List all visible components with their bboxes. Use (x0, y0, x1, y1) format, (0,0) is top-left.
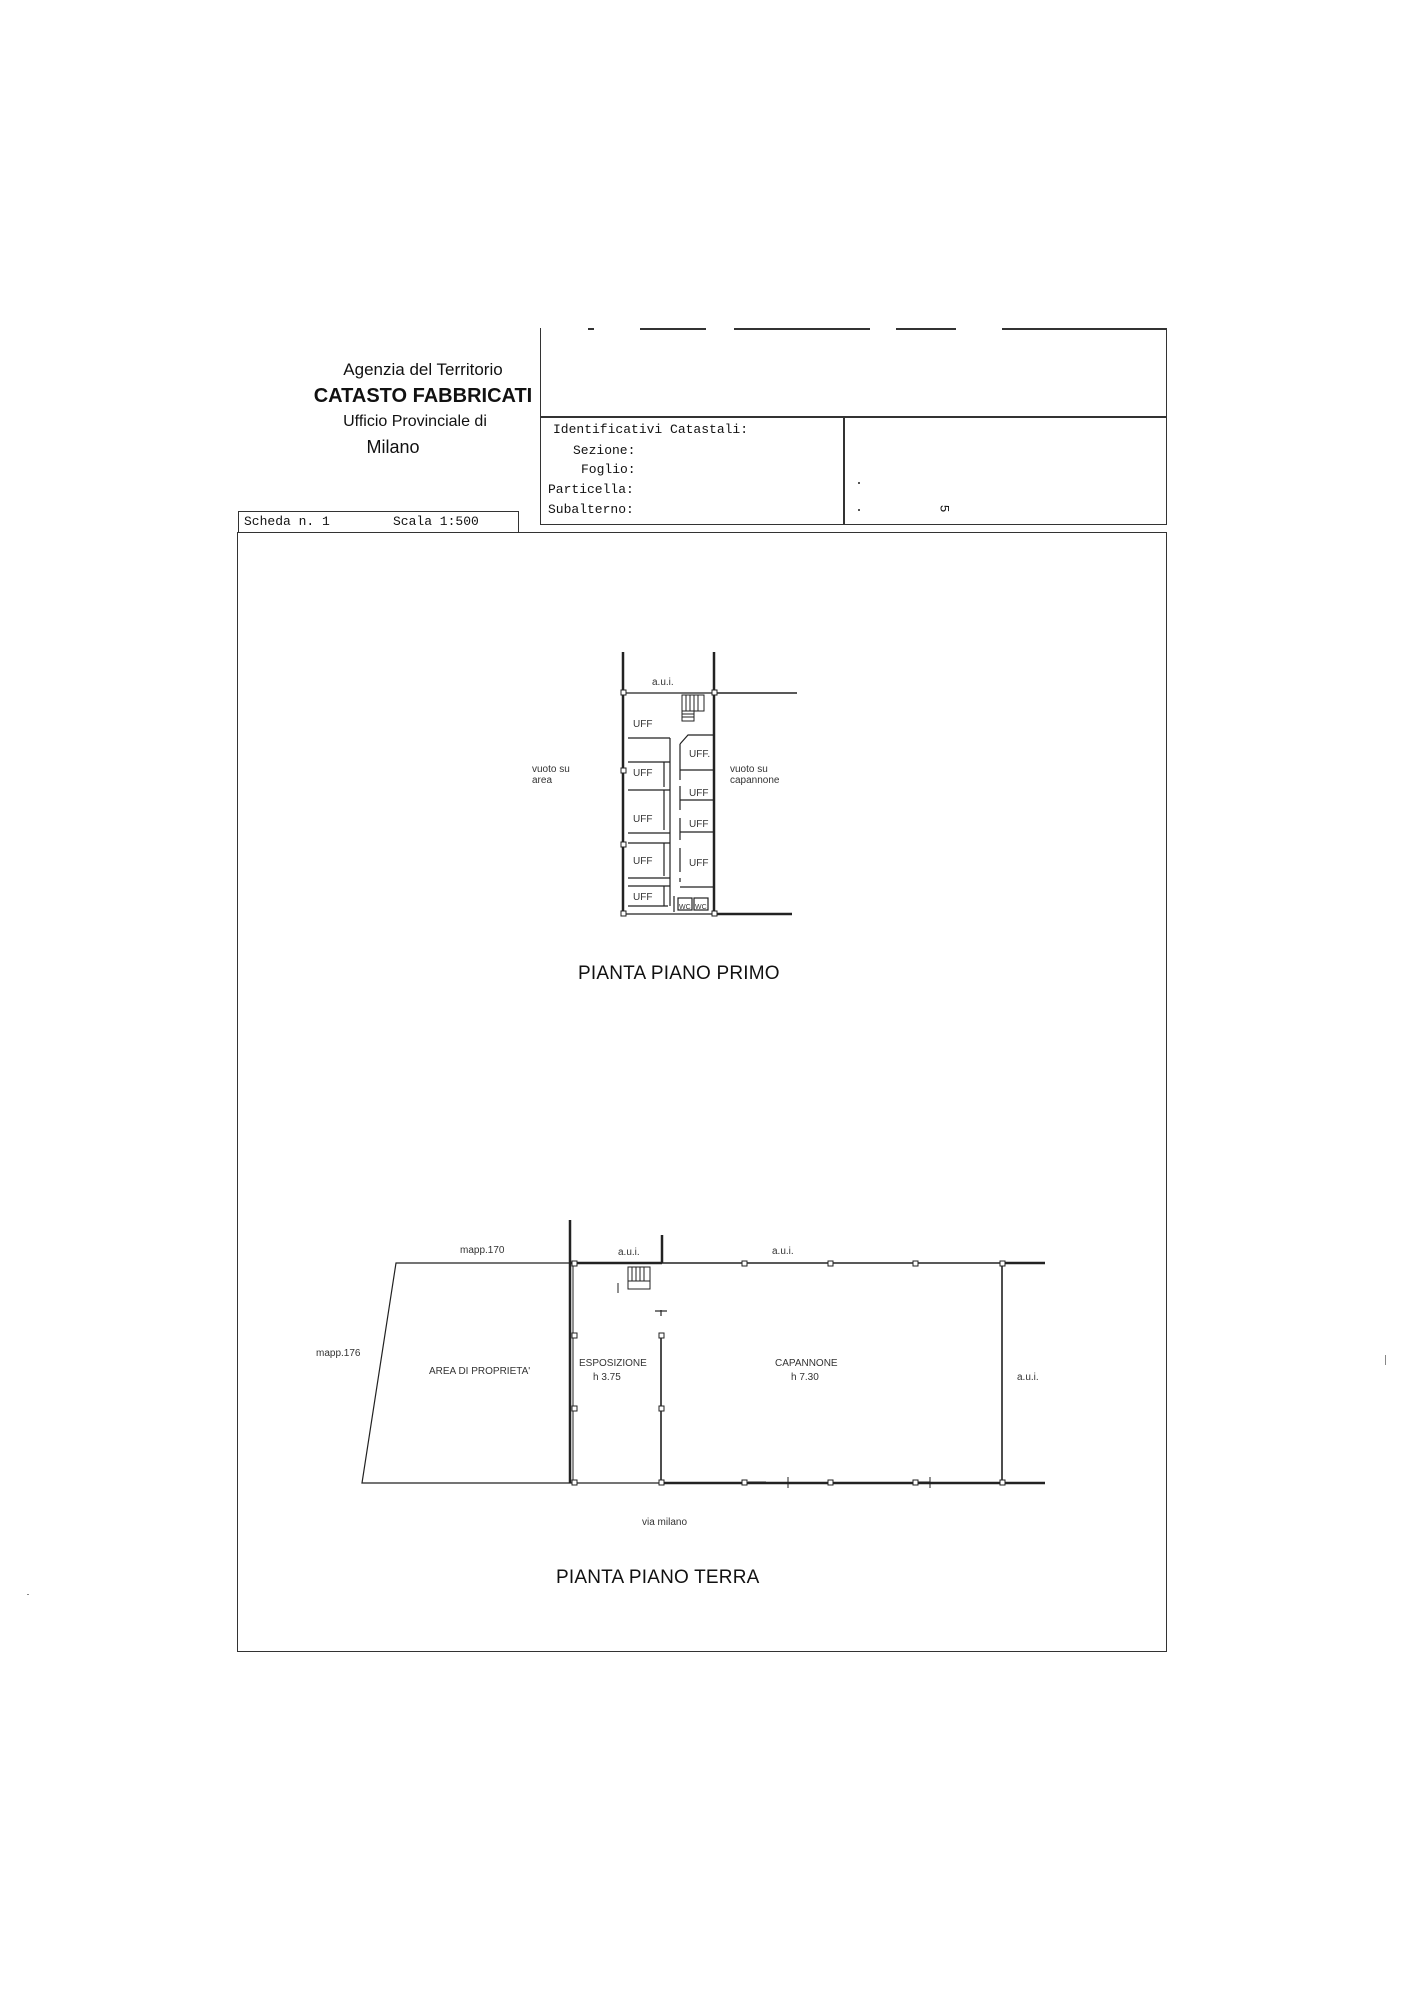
subalterno-label: Subalterno: (548, 502, 634, 517)
scheda-label: Scheda n. 1 (244, 514, 330, 529)
wc-label: WC (679, 904, 691, 911)
esposizione-height: h 3.75 (593, 1372, 621, 1383)
office-label: UFF (689, 819, 709, 830)
stray-mark (27, 1594, 29, 1595)
sezione-label: Sezione: (573, 443, 636, 458)
stray-mark (1382, 1355, 1386, 1365)
capannone-label: CAPANNONE (775, 1358, 838, 1369)
mapp170-label: mapp.170 (460, 1245, 505, 1256)
office-label: UFF (633, 892, 653, 903)
ground-aui-label: a.u.i. (618, 1247, 640, 1258)
scala-label: Scala 1:500 (393, 514, 479, 529)
office-label: UFF (689, 858, 709, 869)
office-label: UFF (633, 719, 653, 730)
catasto-title: CATASTO FABBRICATI (313, 385, 533, 407)
street-label: via milano (642, 1517, 688, 1528)
office-label: UFF. (689, 749, 711, 760)
ufficio-label: Ufficio Provinciale di (343, 413, 487, 430)
foglio-label: Foglio: (581, 462, 636, 477)
first-floor-title: PIANTA PIANO PRIMO (578, 963, 780, 984)
office-label: UFF (633, 768, 653, 779)
void-area-label-2: area (532, 775, 553, 786)
void-area-label-1: vuoto su (532, 764, 570, 775)
subalterno-value: 5 (936, 504, 952, 513)
ground-aui-label: a.u.i. (1017, 1372, 1039, 1383)
void-cap-label-2: capannone (730, 775, 780, 786)
first-aui-label: a.u.i. (652, 677, 674, 688)
capannone-height: h 7.30 (791, 1372, 819, 1383)
mapp176-label: mapp.176 (316, 1348, 361, 1359)
wc-label: WC (695, 904, 707, 911)
office-label: UFF (633, 814, 653, 825)
agency-name: Agenzia del Territorio (343, 360, 503, 379)
property-area-label: AREA DI PROPRIETA' (429, 1366, 531, 1377)
city-name: Milano (366, 437, 420, 457)
identifiers-heading: Identificativi Catastali: (553, 422, 749, 437)
particella-label: Particella: (548, 482, 634, 497)
ground-aui-label: a.u.i. (772, 1246, 794, 1257)
office-label: UFF (689, 788, 709, 799)
void-cap-label-1: vuoto su (730, 764, 768, 775)
ground-floor-title: PIANTA PIANO TERRA (556, 1567, 760, 1588)
esposizione-label: ESPOSIZIONE (579, 1358, 647, 1369)
office-label: UFF (633, 856, 653, 867)
